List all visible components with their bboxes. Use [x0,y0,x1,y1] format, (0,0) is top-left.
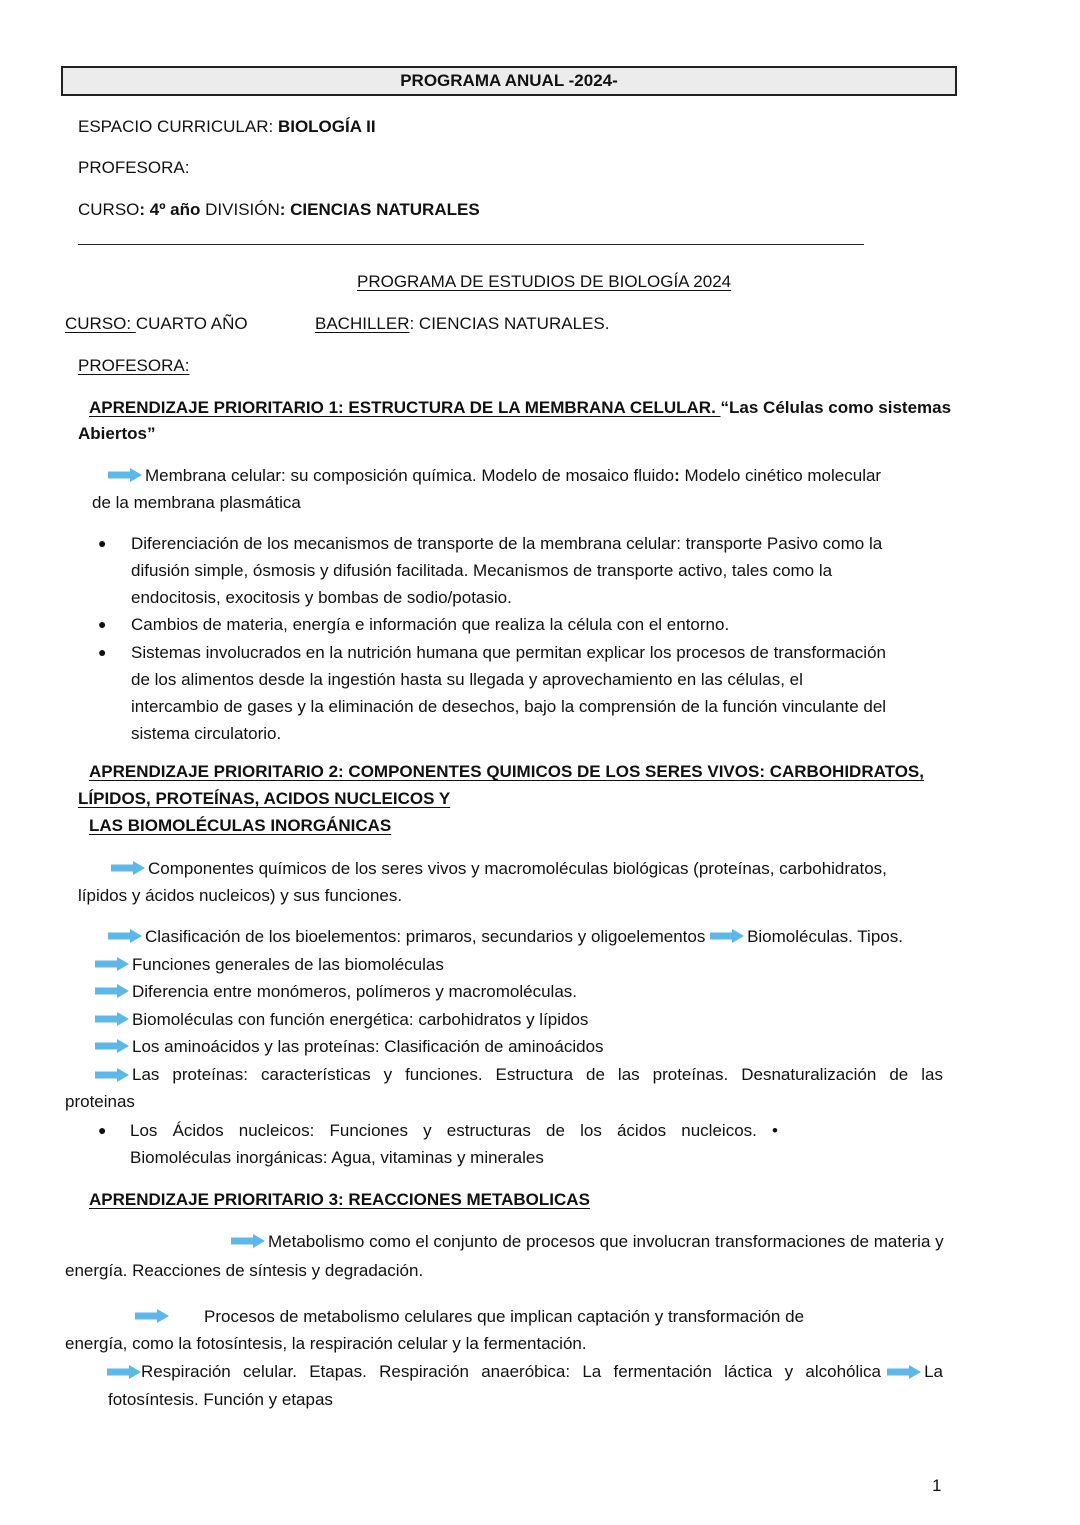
divider-line [78,244,864,245]
ap2-acidos-line2: Biomoléculas inorgánicas: Agua, vitaminas y minerales [130,1148,544,1167]
ap1-bullet-3-line2: de los alimentos desde la ingestión hasta su llegada y aprovechamiento en las células, el [131,670,803,689]
division-value: : CIENCIAS NATURALES [279,200,480,219]
ap1-bullet-1-line1: Diferenciación de los mecanismos de transporte de la membrana celular: transporte Pasivo como la [131,534,883,553]
espacio-curricular [78,113,376,140]
ap2-biomoleculas-tipos: Biomoléculas. Tipos. [747,927,903,946]
arrow-right-icon [95,957,129,971]
ap3-metabolismo-line2: energía. Reacciones de síntesis y degradación. [65,1261,424,1280]
ap3-procesos-text: Procesos de metabolismo celulares que implican captación y transformación de [204,1307,805,1326]
ap2-intro-line2: lípidos y ácidos nucleicos) y sus funciones. [78,886,403,905]
espacio-label: ESPACIO CURRICULAR: [78,117,278,136]
ap1-heading-part1: APRENDIZAJE PRIORITARIO 1: ESTRUCTURA DE LA MEMBRANA CELULAR. [89,398,721,417]
programa-curso-label: CURSO: [65,314,136,333]
espacio-value: BIOLOGÍA II [277,117,376,136]
programa-title: PROGRAMA DE ESTUDIOS DE BIOLOGÍA 2024 [357,272,732,291]
curso-label: CURSO [78,200,140,219]
ap2-item-1 [95,951,444,978]
ap1-bullet-1-line3: endocitosis, exocitosis y bombas de sodio/potasio. [131,588,512,607]
ap1-bullet-1-line2: difusión simple, ósmosis y difusión facilitada. Mecanismos de transporte activo, tales como la [131,561,833,580]
ap2-heading-line2: LÍPIDOS, PROTEÍNAS, ACIDOS NUCLEICOS Y [78,789,451,808]
ap1-arrow-item-text: Membrana celular: su composición química. Modelo de mosaico fluido [145,466,675,485]
arrow-right-icon [107,1365,141,1379]
ap2-clasificacion [108,923,903,950]
profesora-label: PROFESORA: [78,158,190,177]
ap2-intro-line1 [111,855,887,882]
ap1-bullet-3-line3: intercambio de gases y la eliminación de desechos, bajo la comprensión de la función vinculante del [131,697,887,716]
programa-bachiller-label: BACHILLER [315,314,410,333]
ap3-metabolismo-text: Metabolismo como el conjunto de procesos que involucran transformaciones de materia y [268,1232,944,1251]
ap3-respiracion-la: La [924,1362,943,1381]
ap2-clasificacion-text: Clasificación de los bioelementos: primaros, secundarios y oligoelementos [145,927,711,946]
ap3-respiracion-line1 [107,1358,943,1385]
ap2-item-4 [95,1033,604,1060]
arrow-right-icon [231,1234,265,1248]
ap3-procesos-line2: energía, como la fotosíntesis, la respiración celular y la fermentación. [65,1334,587,1353]
curso-division [78,196,480,223]
ap1-heading-part2: “Las Células como sistemas [720,398,952,417]
arrow-right-icon [710,929,744,943]
programa-bachiller-value: : CIENCIAS NATURALES. [409,314,610,333]
arrow-right-icon [108,468,142,482]
ap1-arrow-item-colon: : [674,466,680,485]
ap3-heading: APRENDIZAJE PRIORITARIO 3: REACCIONES METABOLICAS [89,1190,590,1209]
ap2-item-1-text: Funciones generales de las biomoléculas [132,955,444,974]
document-title: PROGRAMA ANUAL -2024- [61,66,957,96]
ap2-intro-text: Componentes químicos de los seres vivos y macromoléculas biológicas (proteínas, carbohidratos, [148,859,887,878]
ap2-heading-line3: LAS BIOMOLÉCULAS INORGÁNICAS [89,816,392,835]
ap2-item-4-text: Los aminoácidos y las proteínas: Clasificación de aminoácidos [132,1037,604,1056]
curso-value: : 4º año [139,200,201,219]
ap2-acidos-line1: Los Ácidos nucleicos: Funciones y estructuras de los ácidos nucleicos. • [130,1121,778,1140]
ap3-metabolismo-line1 [231,1228,944,1255]
programa-profesora: PROFESORA: [78,356,190,375]
ap1-heading-part3: Abiertos” [78,424,156,443]
arrow-right-icon [135,1309,169,1323]
programa-bachiller [315,310,609,337]
ap3-respiracion-text: Respiración celular. Etapas. Respiración anaeróbica: La fermentación láctica y alcohólica [141,1362,881,1381]
ap1-heading [89,394,951,421]
ap1-bullet-3-line4: sistema circulatorio. [131,724,282,743]
ap3-respiracion-line2: fotosíntesis. Función y etapas [108,1390,333,1409]
arrow-right-icon [111,861,145,875]
arrow-right-icon [95,984,129,998]
ap3-procesos-line1 [135,1303,804,1330]
ap2-item-3 [95,1006,588,1033]
arrow-right-icon [887,1365,921,1379]
bullet-icon: ● [98,644,107,660]
ap1-bullet-3-line1: Sistemas involucrados en la nutrición humana que permitan explicar los procesos de transformación [131,643,886,662]
bullet-icon: ● [98,535,107,551]
page-number: 1 [932,1476,942,1495]
ap2-proteinas-line1 [95,1061,943,1088]
ap1-bullet-2-line1: Cambios de materia, energía e información que realiza la célula con el entorno. [131,615,730,634]
ap2-proteinas-text: Las proteínas: características y funciones. Estructura de las proteínas. Desnaturalización de las [132,1065,943,1084]
arrow-right-icon [95,1039,129,1053]
arrow-right-icon [95,1068,129,1082]
ap2-heading-line1: APRENDIZAJE PRIORITARIO 2: COMPONENTES QUIMICOS DE LOS SERES VIVOS: CARBOHIDRATOS, [89,762,924,781]
ap2-item-2 [95,978,577,1005]
ap2-proteinas-line2: proteinas [65,1092,135,1111]
ap1-arrow-item-text2: Modelo cinético molecular [679,466,882,485]
programa-curso [65,310,248,337]
arrow-right-icon [108,929,142,943]
ap1-arrow-item-line2: de la membrana plasmática [92,493,301,512]
division-label: DIVISIÓN [200,200,280,219]
ap2-item-3-text: Biomoléculas con función energética: carbohidratos y lípidos [132,1010,589,1029]
ap2-item-2-text: Diferencia entre monómeros, polímeros y macromoléculas. [132,982,578,1001]
arrow-right-icon [95,1012,129,1026]
programa-curso-value: CUARTO AÑO [135,314,248,333]
bullet-icon: ● [98,1122,107,1138]
bullet-icon: ● [98,616,107,632]
ap1-arrow-item [108,462,881,489]
